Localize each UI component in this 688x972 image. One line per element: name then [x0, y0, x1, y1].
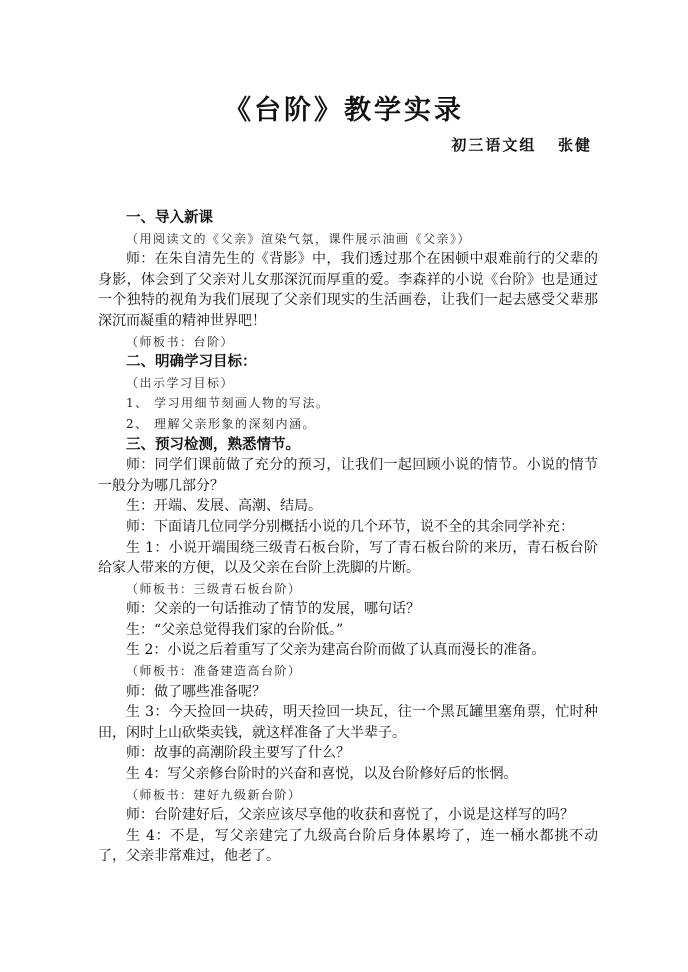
section-heading: 二、明确学习目标：: [126, 354, 257, 371]
dialog-paragraph: 师：下面请几位同学分别概括小说的几个环节，说不全的其余同学补充：: [126, 518, 574, 535]
dialog-paragraph: 生 2：小说之后着重写了父亲为建高台阶而做了认真而漫长的准备。: [126, 642, 546, 659]
learning-goal: 2、 理解父亲形象的深刻内涵。: [126, 416, 316, 431]
dialog-paragraph: 师：在朱自清先生的《背影》中，我们透过那个在困顿中艰难前行的父辈的身影，体会到了父亲对儿女那深沉而厚重的爱。李森祥的小说《台阶》也是通过一个独特的视角为我们展现了父亲们现实的生活画卷，让我们一起去感受父辈那深沉而凝重的精神世界吧！: [98, 251, 598, 329]
dialog-paragraph: 生：开端、发展、高潮、结局。: [126, 498, 322, 515]
learning-goal: 1、 学习用细节刻画人物的写法。: [126, 396, 330, 411]
dialog-paragraph: 生：“父亲总觉得我们家的台阶低。”: [126, 621, 344, 638]
document-body: [98, 208, 598, 867]
dialog-paragraph: 生 3：今天捡回一块砖，明天捡回一块瓦，往一个黑瓦罐里塞角票，忙时种田，闲时上山砍柴卖钱，就这样准备了大半辈子。: [98, 704, 598, 741]
dialog-paragraph: 师：同学们课前做了充分的预习，让我们一起回顾小说的情节。小说的情节一般分为哪几部分？: [98, 457, 598, 494]
teaching-note: （师板书：准备建造高台阶）: [126, 664, 302, 679]
teaching-note: （师板书：建好九级新台阶）: [126, 787, 302, 802]
document-author: 初三语文组 张健: [451, 136, 592, 154]
dialog-paragraph: 师：台阶建好后，父亲应该尽享他的收获和喜悦了，小说是这样写的吗？: [126, 807, 574, 824]
teaching-note: （用阅读文的《父亲》渲染气氛，课件展示油画《父亲》）: [126, 231, 472, 246]
section-heading: 三、预习检测，熟悉情节。: [126, 436, 300, 453]
dialog-paragraph: 生 1：小说开端围绕三级青石板台阶，写了青石板台阶的来历，青石板台阶给家人带来的方便，以及父亲在台阶上洗脚的片断。: [98, 539, 598, 577]
section-heading: 一、导入新课: [126, 210, 213, 226]
teaching-note: （师板书：台阶）: [126, 334, 235, 349]
dialog-paragraph: 师：故事的高潮阶段主要写了什么？: [126, 745, 350, 762]
dialog-paragraph: 生 4：写父亲修台阶时的兴奋和喜悦，以及台阶修好后的怅惘。: [126, 766, 518, 783]
document-title: 《台阶》教学实录: [224, 95, 464, 126]
teaching-note: （师板书：三级青石板台阶）: [126, 581, 302, 596]
dialog-paragraph: 生 4：不是，写父亲建完了九级高台阶后身体累垮了，连一桶水都挑不动了，父亲非常难过，他老了。: [98, 827, 598, 865]
dialog-paragraph: 师：父亲的一句话推动了情节的发展，哪句话？: [126, 601, 420, 618]
dialog-paragraph: 师：做了哪些准备呢？: [126, 683, 266, 700]
teaching-note: （出示学习目标）: [126, 375, 235, 390]
